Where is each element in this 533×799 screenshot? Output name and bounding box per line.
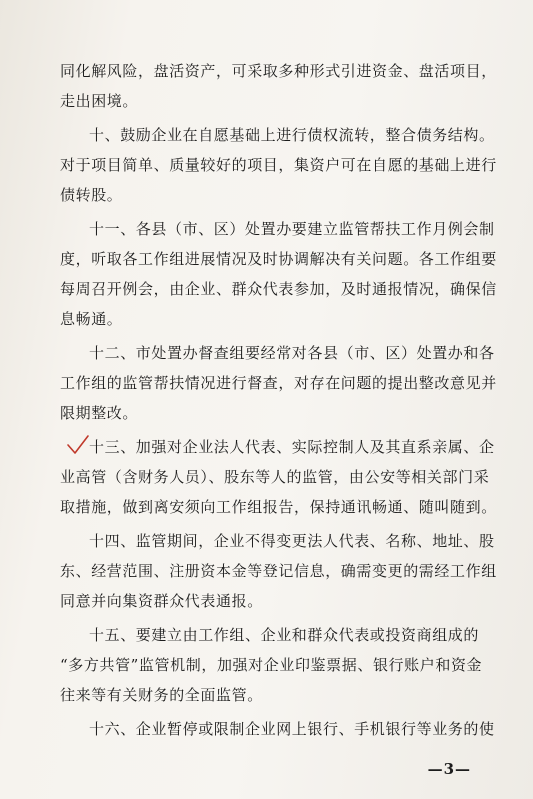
text-line: 东、经营范围、注册资本金等登记信息，确需变更的需经工作组 bbox=[60, 562, 497, 580]
text-line: 十五、要建立由工作组、企业和群众代表或投资商组成的 bbox=[89, 626, 480, 644]
text-line: 十、鼓励企业在自愿基础上进行债权流转，整合债务结构。 bbox=[89, 126, 495, 144]
text-line: 取措施，做到离安须向工作组报告，保持通讯畅通、随叫随到。 bbox=[60, 498, 497, 516]
text-line: 十二、市处置办督查组要经常对各县（市、区）处置办和各 bbox=[89, 344, 495, 362]
text-line: 对于项目简单、质量较好的项目，集资户可在自愿的基础上进行 bbox=[60, 156, 497, 174]
check-mark-icon bbox=[66, 434, 90, 456]
text-line: 十一、各县（市、区）处置办要建立监管帮扶工作月例会制 bbox=[89, 220, 495, 238]
text-line: 限期整改。 bbox=[60, 404, 139, 422]
text-line: 度，听取各工作组进展情况及时协调解决有关问题。各工作组要 bbox=[60, 250, 497, 268]
text-line: 工作组的监管帮扶情况进行督查，对存在问题的提出整改意见并 bbox=[60, 374, 497, 392]
text-line: 十三、加强对企业法人代表、实际控制人及其直系亲属、企 bbox=[89, 438, 495, 456]
text-line: 债转股。 bbox=[60, 186, 123, 204]
text-line: 业高管（含财务人员）、股东等人的监管，由公安等相关部门采 bbox=[60, 468, 490, 486]
text-line: 同意并向集资群众代表通报。 bbox=[60, 592, 263, 610]
text-line: “多方共管”监管机制，加强对企业印鉴票据、银行账户和资金 bbox=[60, 656, 483, 674]
text-line: 十四、监管期间，企业不得变更法人代表、名称、地址、股 bbox=[89, 532, 495, 550]
text-line: 每周召开例会，由企业、群众代表参加，及时通报情况，确保信 bbox=[60, 280, 497, 298]
text-line: 十六、企业暂停或限制企业网上银行、手机银行等业务的使 bbox=[89, 720, 495, 738]
text-line: 走出困境。 bbox=[60, 92, 139, 110]
page-number: —3— bbox=[427, 760, 471, 778]
text-line: 息畅通。 bbox=[60, 310, 123, 328]
text-line: 同化解风险，盘活资产，可采取多种形式引进资金、盘活项目， bbox=[60, 62, 497, 80]
text-line: 往来等有关财务的全面监管。 bbox=[60, 686, 263, 704]
